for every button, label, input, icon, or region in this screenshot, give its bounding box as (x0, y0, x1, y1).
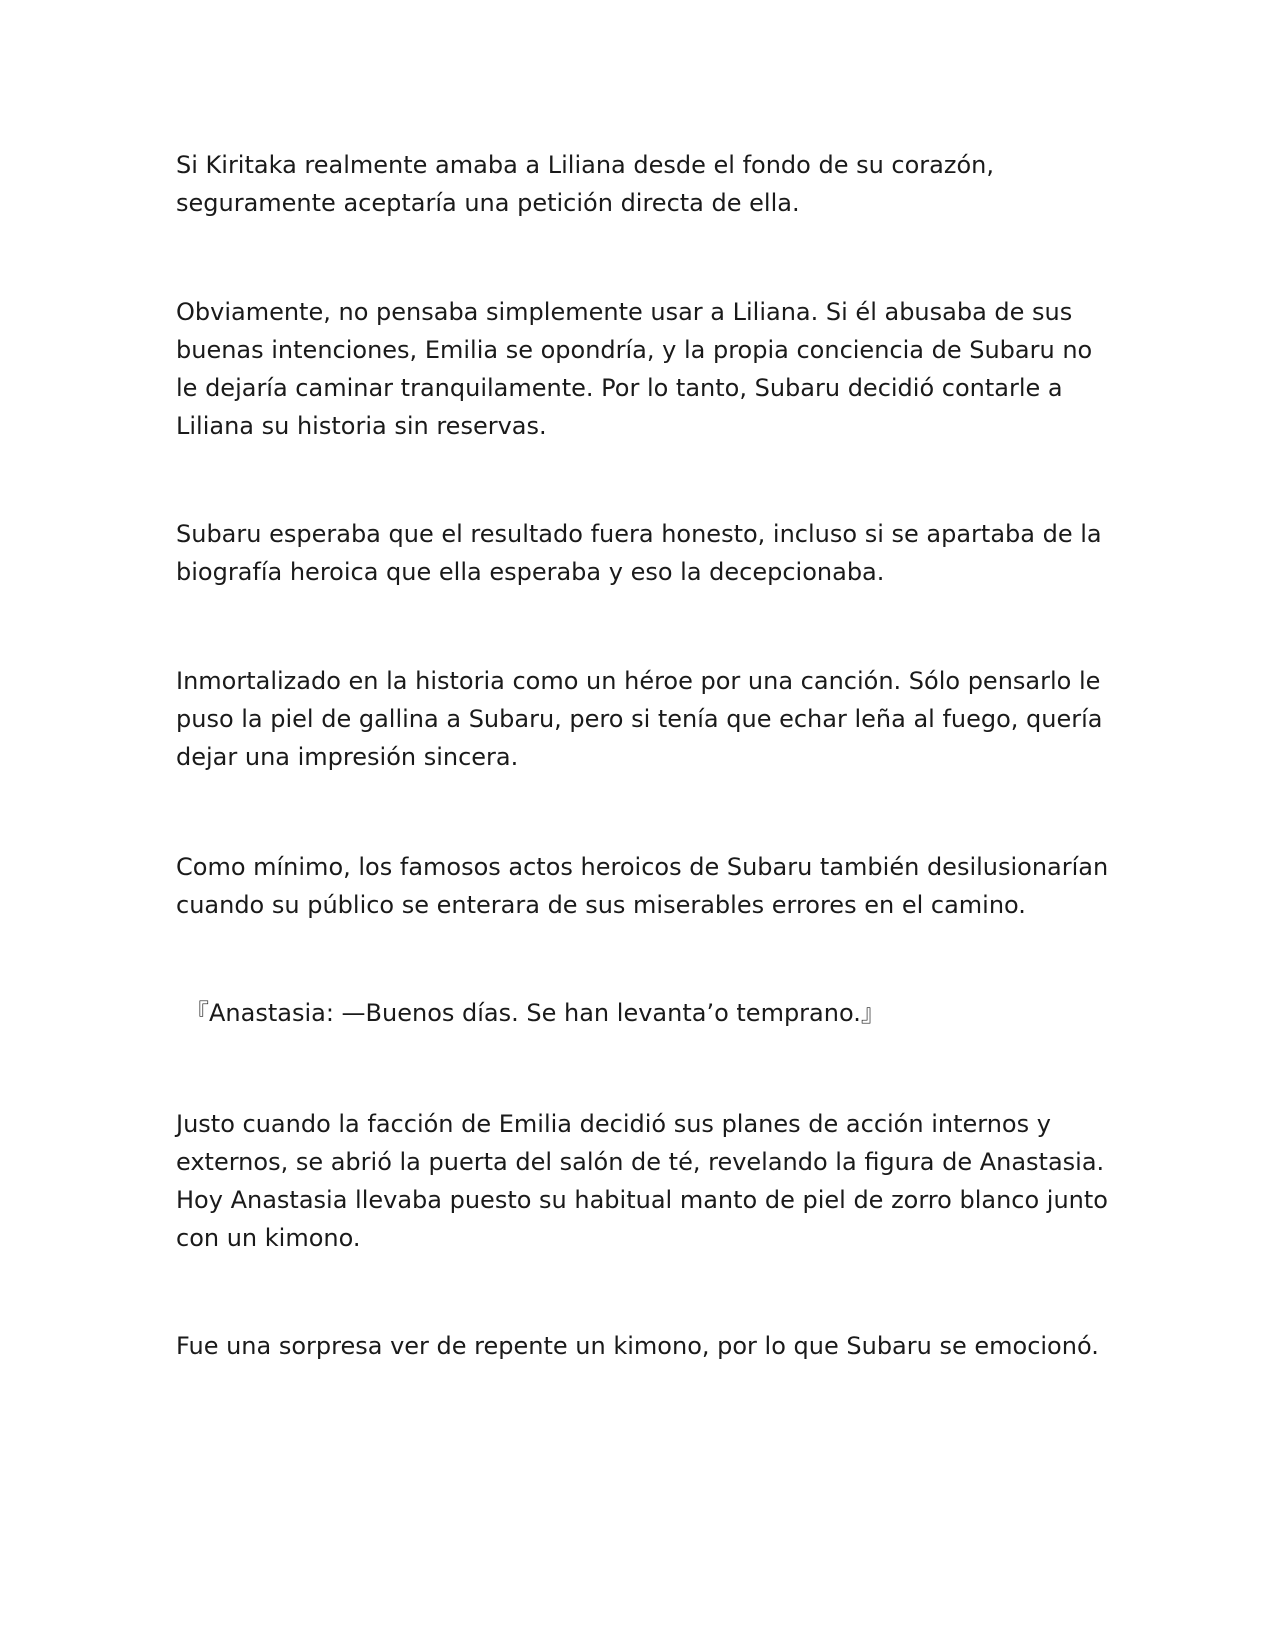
text-line: Inmortalizado en la historia como un héroe por una canción. Sólo pensarlo le (176, 667, 1101, 695)
text-line: 『Anastasia: —Buenos días. Se han levanta’o temprano.』 (185, 999, 885, 1027)
text-line: le dejaría caminar tranquilamente. Por lo tanto, Subaru decidió contarle a (176, 374, 1063, 402)
dialogue-line (185, 994, 1115, 1032)
text-line: externos, se abrió la puerta del salón de té, revelando la figura de Anastasia. (176, 1148, 1105, 1176)
paragraph (176, 293, 1106, 445)
text-line: Obviamente, no pensaba simplemente usar a Liliana. Si él abusaba de sus (176, 298, 1073, 326)
text-line: Hoy Anastasia llevaba puesto su habitual manto de piel de zorro blanco junto (176, 1186, 1108, 1214)
text-line: biografía heroica que ella esperaba y eso la decepcionaba. (176, 558, 885, 586)
paragraph (176, 515, 1106, 591)
paragraph (176, 146, 1106, 222)
text-line: Subaru esperaba que el resultado fuera honesto, incluso si se apartaba de la (176, 520, 1102, 548)
text-line: Fue una sorpresa ver de repente un kimono, por lo que Subaru se emocionó. (176, 1332, 1099, 1360)
text-line: seguramente aceptaría una petición directa de ella. (176, 189, 800, 217)
text-line: puso la piel de gallina a Subaru, pero si tenía que echar leña al fuego, quería (176, 705, 1103, 733)
text-line: buenas intenciones, Emilia se opondría, y la propia conciencia de Subaru no (176, 336, 1093, 364)
paragraph (176, 1105, 1106, 1257)
text-line: Como mínimo, los famosos actos heroicos de Subaru también desilusionarían (176, 853, 1109, 881)
paragraph (176, 848, 1109, 924)
paragraph (176, 1327, 1106, 1365)
paragraph (176, 662, 1106, 776)
text-line: Si Kiritaka realmente amaba a Liliana desde el fondo de su corazón, (176, 151, 995, 179)
text-line: Liliana su historia sin reservas. (176, 412, 547, 440)
text-line: cuando su público se enterara de sus miserables errores en el camino. (176, 891, 1026, 919)
text-line: Justo cuando la facción de Emilia decidió sus planes de acción internos y (176, 1110, 1051, 1138)
text-line: dejar una impresión sincera. (176, 743, 519, 771)
text-line: con un kimono. (176, 1224, 361, 1252)
